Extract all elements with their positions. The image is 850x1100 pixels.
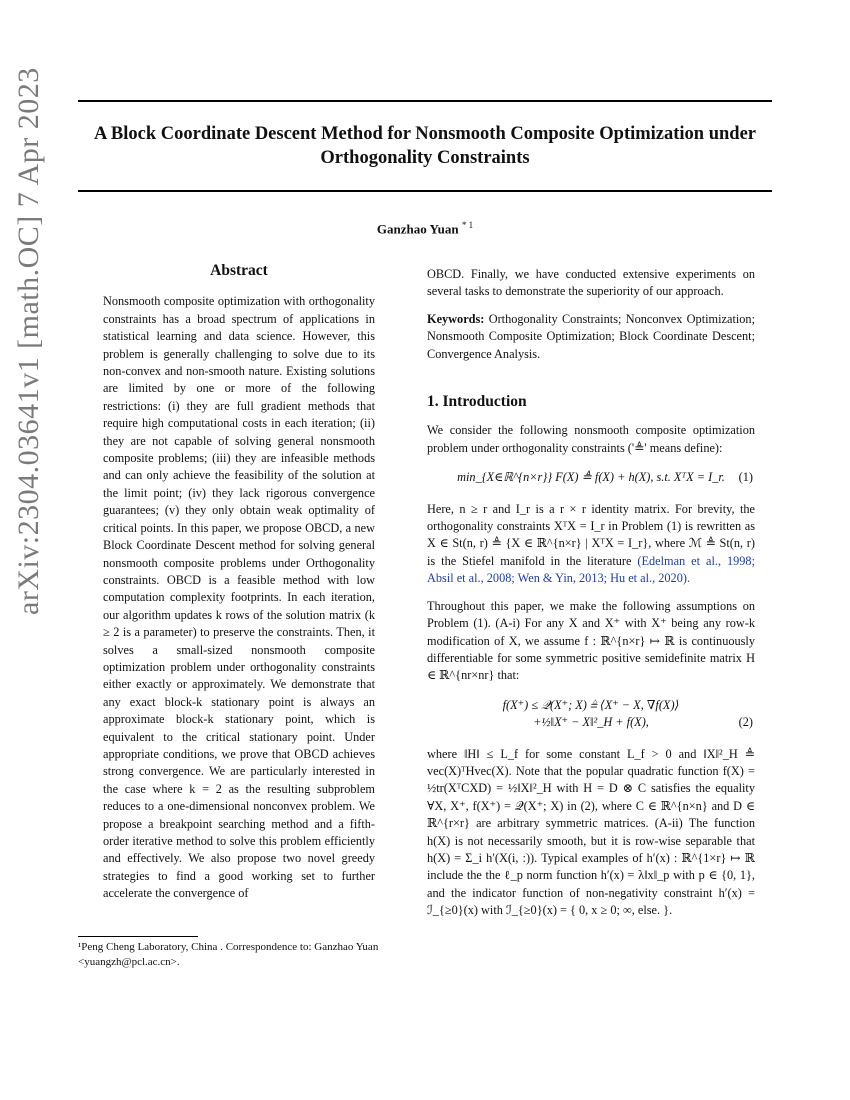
equation-2-line-2: +½‖X⁺ − X‖²_H + f(X), xyxy=(533,715,649,730)
intro-paragraph-1: We consider the following nonsmooth composite optimization problem under orthogonality constraints ('≜' means define): xyxy=(427,423,755,455)
keywords-label: Keywords: xyxy=(427,311,485,326)
citation-links[interactable]: (Edelman et al., 1998; Absil et al., 2008; Wen & Yin, 2013; Hu et al., 2020). xyxy=(427,553,755,586)
right-column xyxy=(427,266,755,930)
equation-1-body: min_{X∈ℝ^{n×r}} F(X) ≜ f(X) + h(X), s.t. XᵀX = I_r. xyxy=(457,470,725,485)
equation-2 xyxy=(427,697,755,732)
intro-heading: 1. Introduction xyxy=(427,393,527,411)
abstract-heading: Abstract xyxy=(210,262,268,279)
equation-2-number: (2) xyxy=(738,714,753,729)
intro-paragraph-4: where ‖H‖ ≤ L_f for some constant L_f > 0 and ‖X‖²_H ≜ vec(X)ᵀHvec(X). Note that the popular quadratic function f(X) = ½tr(XᵀCXD) = ½‖X‖²_H with H = D ⊗ C satisfies the equality ∀X, X⁺, f(X⁺) = 𝒬(X⁺; X) in (2), where C ∈ ℝ^{n×n} and D ∈ ℝ^{r×r} are arbitrary symmetric matrices. (A-ii) The function h(X) is not necessarily smooth, but it is row-wise separable that h(X) = Σ_i h′(X(i, :)). Typical examples of h′(x) : ℝ^{1×r} ↦ ℝ include the the ℓ_p norm function h′(x) = λ‖x‖_p with p ∈ {0, 1}, and the indicator function of non-negativity constraint h′(x) = ℐ_{≥0}(x) with ℐ_{≥0}(x) = { 0, x ≥ 0; ∞, else. }. xyxy=(427,746,755,918)
abstract-text: Nonsmooth composite optimization with orthogonality constraints has a broad spectrum of applications in statistical learning and data science. However, this problem is generally challenging to solve due to its non-convex and non-smooth nature. Existing solutions are limited by one or more of the following restrictions: (i) they are full gradient methods that require high computational costs in each iteration; (ii) they are not capable of solving general nonsmooth composite problems; (iii) they are infeasible methods and can only achieve the feasibility of the solution at the limit point; (iv) they lack rigorous convergence guarantees; (v) they only obtain weak optimality of critical points. In this paper, we propose OBCD, a new Block Coordinate Descent method for solving general nonsmooth composite problems under Orthogonality constraints. OBCD is a feasible method with low computation complexity footprints. In each iteration, our algorithm updates k rows of the solution matrix (k ≥ 2 is a parameter) to preserve the constraints. Then, it solves a small-sized nonsmooth composite optimization problem under orthogonality constraints either exactly or approximately. We demonstrate that any exact block-k stationary point is always an approximate block-k stationary point, which is equivalent to the critical stationary point. Under appropriate conditions, we prove that OBCD achieves strong convergence. We are particularly interested in the case where k = 2 as the resulting subproblem reduces to a one-dimensional nonconvex problem. We propose a breakpoint searching method and a fifth-order iterative method to solve this problem efficiently and effectively. We also propose two novel greedy strategies to find a good working set to further accelerate the convergence of xyxy=(103,294,375,901)
intro-paragraph-2-text: Here, n ≥ r and I_r is a r × r identity matrix. For brevity, the orthogonality constraints XᵀX = I_r in Problem (1) is rewritten as X ∈ St(n, r) ≜ {X ∈ ℝ^{n×r} | XᵀX = I_r}, where ℳ ≜ St(n, r) is the Stiefel manifold in the literature xyxy=(427,501,755,568)
equation-1-number: (1) xyxy=(738,470,753,485)
intro-paragraph-3: Throughout this paper, we make the following assumptions on Problem (1). (A-i) For any X and X⁺ with X⁺ being any row-k modification of X, we assume f : ℝ^{n×r} ↦ ℝ is continuously differentiable for some symmetric positive semidefinite matrix H ∈ ℝ^{nr×nr} that: xyxy=(427,598,755,683)
equation-2-line-1: f(X⁺) ≤ 𝒬(X⁺; X) ≜ ⟨X⁺ − X, ∇f(X)⟩ xyxy=(502,697,680,712)
keywords xyxy=(427,311,755,363)
keywords-text: Orthogonality Constraints; Nonconvex Optimization; Nonsmooth Composite Optimization; Block Coordinate Descent; Convergence Analysis. xyxy=(427,311,755,361)
footnote: ¹Peng Cheng Laboratory, China . Correspondence to: Ganzhao Yuan <yuangzh@pcl.ac.cn>. xyxy=(78,941,379,968)
abstract-continued: OBCD. Finally, we have conducted extensive experiments on several tasks to demonstrate the superiority of our approach. xyxy=(427,267,755,299)
equation-1 xyxy=(427,469,755,486)
title-top-rule xyxy=(78,100,772,102)
title-bottom-rule xyxy=(78,190,772,192)
paper-title: A Block Coordinate Descent Method for Nonsmooth Composite Optimization under Orthogonality Constraints xyxy=(93,124,757,168)
author-affiliation-mark: * 1 xyxy=(461,220,474,230)
arxiv-identifier: arXiv:2304.03641v1 [math.OC] 7 Apr 2023 xyxy=(12,67,45,615)
footnote-rule xyxy=(78,936,198,937)
author-name: Ganzhao Yuan xyxy=(376,221,459,237)
left-column xyxy=(103,262,375,913)
author-line xyxy=(78,220,772,237)
intro-paragraph-2 xyxy=(427,501,755,588)
